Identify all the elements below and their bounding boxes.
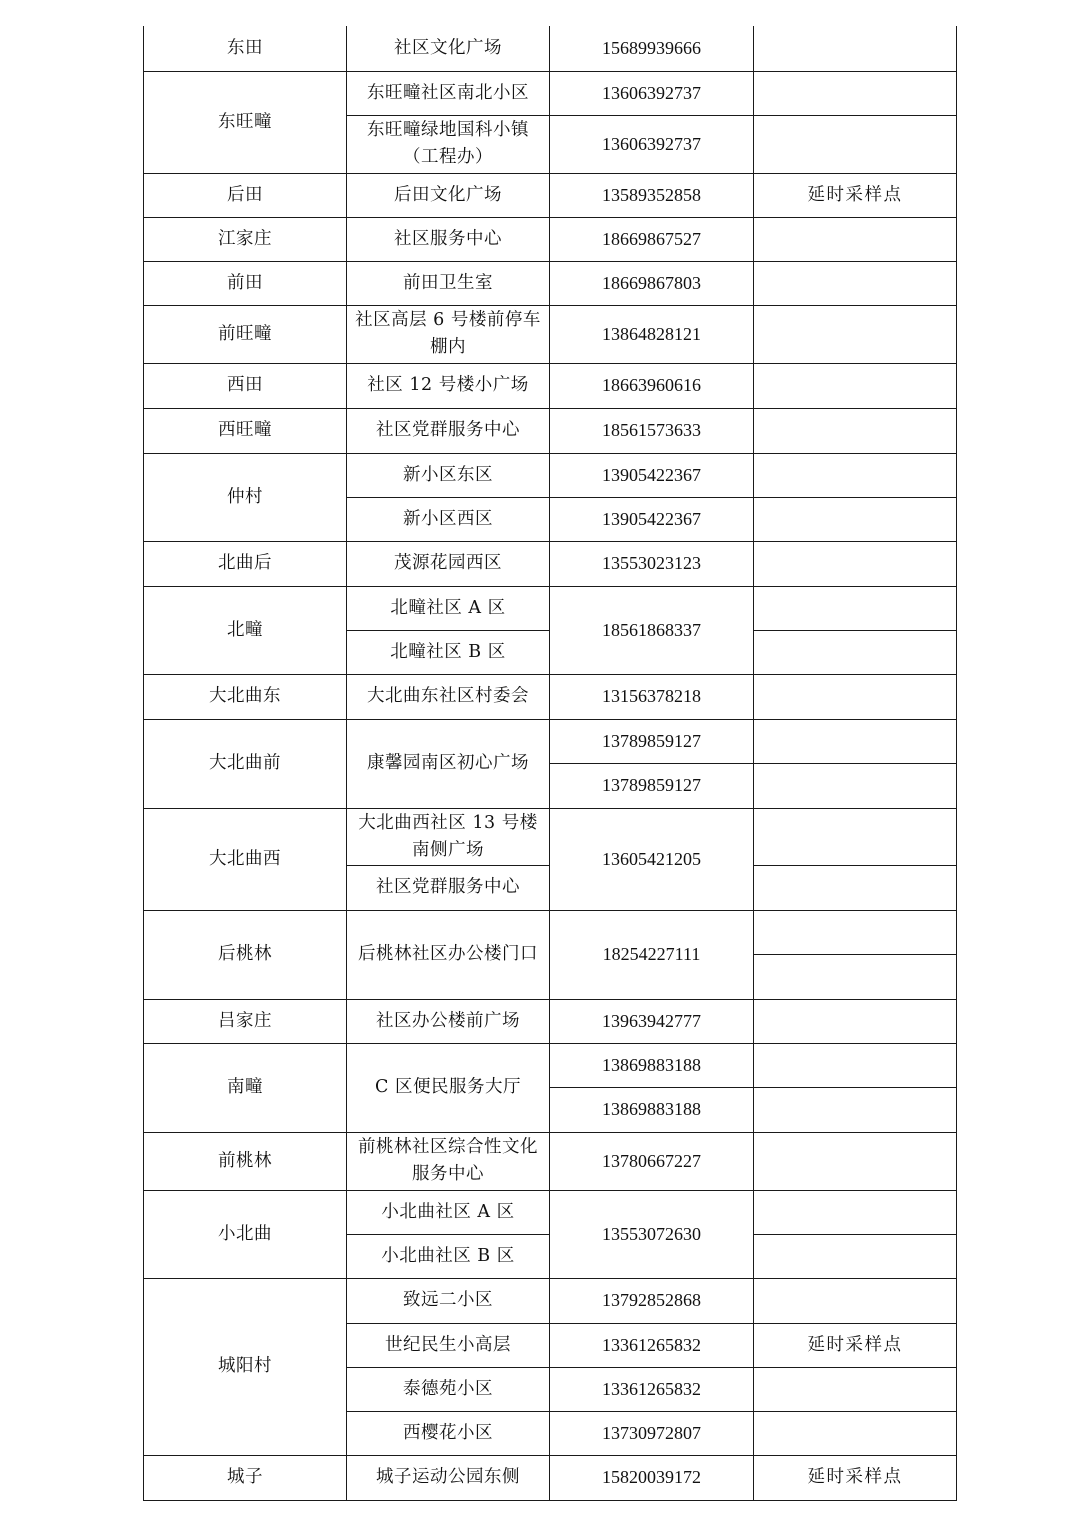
phone-cell: 13156378218 xyxy=(550,674,754,719)
village-cell: 前桃林 xyxy=(144,1132,347,1190)
village-cell: 大北曲东 xyxy=(144,674,347,719)
village-cell: 大北曲西 xyxy=(144,808,347,910)
table-row xyxy=(144,305,957,363)
table-row xyxy=(144,1278,957,1323)
note-cell xyxy=(754,217,957,261)
note-cell xyxy=(754,1132,957,1190)
table-row xyxy=(144,217,957,261)
site-cell: 新小区东区 xyxy=(347,453,550,497)
phone-cell: 13780667227 xyxy=(550,1132,754,1190)
site-cell: 泰德苑小区 xyxy=(347,1367,550,1411)
phone-cell: 13792852868 xyxy=(550,1278,754,1323)
table-row xyxy=(144,674,957,719)
phone-cell: 18561868337 xyxy=(550,586,754,674)
note-cell xyxy=(754,305,957,363)
village-cell: 北曲后 xyxy=(144,541,347,586)
site-cell: 前桃林社区综合性文化服务中心 xyxy=(347,1132,550,1190)
phone-cell: 13905422367 xyxy=(550,453,754,497)
phone-cell: 13553023123 xyxy=(550,541,754,586)
note-cell xyxy=(754,999,957,1043)
site-cell: 小北曲社区 B 区 xyxy=(347,1234,550,1278)
phone-cell: 13730972807 xyxy=(550,1411,754,1455)
note-cell xyxy=(754,910,957,954)
village-cell: 东旺疃 xyxy=(144,71,347,173)
phone-cell: 13869883188 xyxy=(550,1043,754,1087)
note-cell: 延时采样点 xyxy=(754,173,957,217)
table-row xyxy=(144,408,957,453)
table-row xyxy=(144,586,957,630)
village-cell: 仲村 xyxy=(144,453,347,541)
village-cell: 江家庄 xyxy=(144,217,347,261)
phone-cell: 13789859127 xyxy=(550,763,754,808)
phone-cell: 13789859127 xyxy=(550,719,754,763)
village-cell: 前田 xyxy=(144,261,347,305)
village-cell: 小北曲 xyxy=(144,1190,347,1278)
note-cell xyxy=(754,630,957,674)
table-row xyxy=(144,453,957,497)
table-row xyxy=(144,910,957,954)
table-row xyxy=(144,1455,957,1500)
phone-cell: 13606392737 xyxy=(550,115,754,173)
site-cell: 世纪民生小高层 xyxy=(347,1323,550,1367)
site-cell: 社区高层 6 号楼前停车棚内 xyxy=(347,305,550,363)
site-cell: 北疃社区 B 区 xyxy=(347,630,550,674)
note-cell xyxy=(754,71,957,115)
table-row xyxy=(144,173,957,217)
site-cell: 社区服务中心 xyxy=(347,217,550,261)
phone-cell: 13869883188 xyxy=(550,1087,754,1132)
village-cell: 大北曲前 xyxy=(144,719,347,808)
note-cell xyxy=(754,115,957,173)
phone-cell: 18254227111 xyxy=(550,910,754,999)
village-cell: 北疃 xyxy=(144,586,347,674)
village-cell: 城子 xyxy=(144,1455,347,1500)
site-cell: 北疃社区 A 区 xyxy=(347,586,550,630)
note-cell xyxy=(754,586,957,630)
site-cell: 新小区西区 xyxy=(347,497,550,541)
phone-cell: 13605421205 xyxy=(550,808,754,910)
table-row xyxy=(144,26,957,71)
village-cell: 东田 xyxy=(144,26,347,71)
phone-cell: 13963942777 xyxy=(550,999,754,1043)
table-row xyxy=(144,541,957,586)
village-cell: 前旺疃 xyxy=(144,305,347,363)
site-cell: 社区党群服务中心 xyxy=(347,865,550,910)
village-cell: 吕家庄 xyxy=(144,999,347,1043)
site-cell: 茂源花园西区 xyxy=(347,541,550,586)
site-cell: 社区 12 号楼小广场 xyxy=(347,363,550,408)
note-cell xyxy=(754,1087,957,1132)
note-cell xyxy=(754,1234,957,1278)
site-cell: 大北曲东社区村委会 xyxy=(347,674,550,719)
table-row xyxy=(144,363,957,408)
site-cell: 东旺疃社区南北小区 xyxy=(347,71,550,115)
site-cell: 城子运动公园东侧 xyxy=(347,1455,550,1500)
note-cell xyxy=(754,541,957,586)
note-cell: 延时采样点 xyxy=(754,1323,957,1367)
table-row xyxy=(144,261,957,305)
note-cell xyxy=(754,453,957,497)
site-cell: 社区办公楼前广场 xyxy=(347,999,550,1043)
phone-cell: 13606392737 xyxy=(550,71,754,115)
note-cell xyxy=(754,865,957,910)
site-cell: 社区文化广场 xyxy=(347,26,550,71)
village-cell: 西旺疃 xyxy=(144,408,347,453)
site-cell: 前田卫生室 xyxy=(347,261,550,305)
note-cell xyxy=(754,763,957,808)
note-cell xyxy=(754,1278,957,1323)
site-cell: 社区党群服务中心 xyxy=(347,408,550,453)
village-cell: 后田 xyxy=(144,173,347,217)
note-cell xyxy=(754,808,957,865)
note-cell xyxy=(754,1367,957,1411)
note-cell xyxy=(754,1411,957,1455)
village-cell: 城阳村 xyxy=(144,1278,347,1455)
table-row xyxy=(144,808,957,865)
phone-cell: 13553072630 xyxy=(550,1190,754,1278)
site-cell: C 区便民服务大厅 xyxy=(347,1043,550,1132)
phone-cell: 18663960616 xyxy=(550,363,754,408)
phone-cell: 15820039172 xyxy=(550,1455,754,1500)
note-cell xyxy=(754,674,957,719)
phone-cell: 13361265832 xyxy=(550,1367,754,1411)
site-cell: 后田文化广场 xyxy=(347,173,550,217)
phone-cell: 18669867527 xyxy=(550,217,754,261)
note-cell xyxy=(754,719,957,763)
site-cell: 大北曲西社区 13 号楼南侧广场 xyxy=(347,808,550,865)
table-row xyxy=(144,1132,957,1190)
village-cell: 西田 xyxy=(144,363,347,408)
site-cell: 东旺疃绿地国科小镇（工程办） xyxy=(347,115,550,173)
table-row xyxy=(144,719,957,763)
site-cell: 致远二小区 xyxy=(347,1278,550,1323)
site-cell: 西樱花小区 xyxy=(347,1411,550,1455)
phone-cell: 13864828121 xyxy=(550,305,754,363)
phone-cell: 15689939666 xyxy=(550,26,754,71)
note-cell xyxy=(754,26,957,71)
site-cell: 后桃林社区办公楼门口 xyxy=(347,910,550,999)
phone-cell: 18561573633 xyxy=(550,408,754,453)
site-cell: 小北曲社区 A 区 xyxy=(347,1190,550,1234)
sampling-sites-table xyxy=(143,26,957,1501)
phone-cell: 13361265832 xyxy=(550,1323,754,1367)
table-row xyxy=(144,999,957,1043)
phone-cell: 13589352858 xyxy=(550,173,754,217)
note-cell: 延时采样点 xyxy=(754,1455,957,1500)
note-cell xyxy=(754,954,957,999)
table-row xyxy=(144,1190,957,1234)
note-cell xyxy=(754,1190,957,1234)
table-row xyxy=(144,1043,957,1087)
note-cell xyxy=(754,261,957,305)
village-cell: 南疃 xyxy=(144,1043,347,1132)
table-row xyxy=(144,71,957,115)
note-cell xyxy=(754,363,957,408)
note-cell xyxy=(754,497,957,541)
note-cell xyxy=(754,1043,957,1087)
note-cell xyxy=(754,408,957,453)
site-cell: 康馨园南区初心广场 xyxy=(347,719,550,808)
village-cell: 后桃林 xyxy=(144,910,347,999)
phone-cell: 18669867803 xyxy=(550,261,754,305)
phone-cell: 13905422367 xyxy=(550,497,754,541)
